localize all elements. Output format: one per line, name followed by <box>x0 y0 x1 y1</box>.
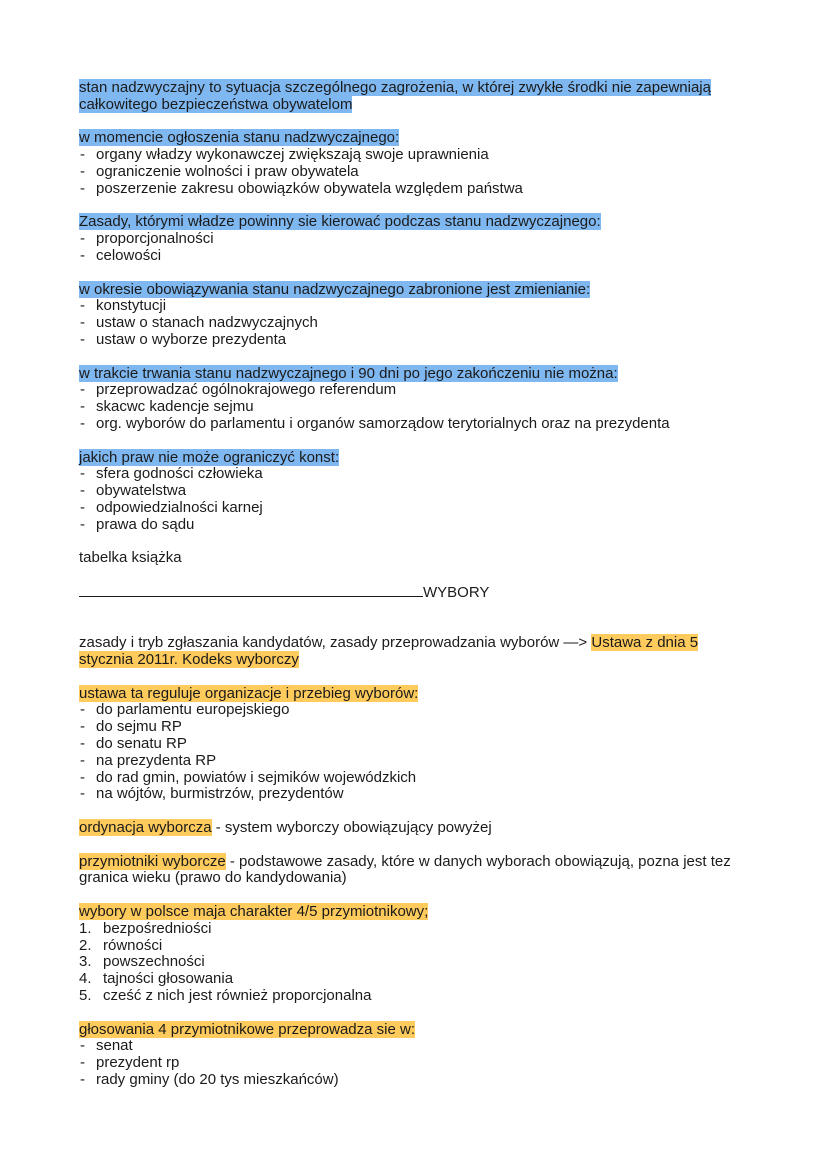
list-item: - do senatu RP <box>79 736 749 753</box>
list-item: - na prezydenta RP <box>79 753 749 770</box>
divider-title: WYBORY <box>423 583 490 601</box>
four-adj-heading: głosowania 4 przymiotnikowe przeprowadza sie w: <box>79 1020 415 1038</box>
section-divider <box>79 584 749 602</box>
note-text: tabelka książka <box>79 549 182 567</box>
list-item: - odpowiedzialności karnej <box>79 500 749 517</box>
list-item: - prezydent rp <box>79 1055 749 1072</box>
four-adj-list <box>79 1038 749 1088</box>
poland-heading: wybory w polsce maja charakter 4/5 przymiotnikowy; <box>79 903 429 921</box>
during-state-heading: w trakcie trwania stanu nadzwyczajnego i 90 dni po jego zakończeniu nie można: <box>79 364 618 382</box>
law-paragraph <box>79 635 749 669</box>
list-item: - ograniczenie wolności i praw obywatela <box>79 164 749 181</box>
list-item: - proporcjonalności <box>79 231 749 248</box>
list-item: - na wójtów, burmistrzów, prezydentów <box>79 786 749 803</box>
adjectives-definition: - podstawowe zasady, które w danych wyborach obowiązują, pozna jest tez granica wieku (prawo do kandydowania) <box>79 852 731 887</box>
list-item: - przeprowadzać ogólnokrajowego referendum <box>79 382 749 399</box>
list-item: - obywatelstwa <box>79 483 749 500</box>
forbidden-changes-list <box>79 298 749 348</box>
list-item: 5. cześć z nich jest również proporcjonalna <box>79 987 372 1005</box>
list-item: 3. powszechności <box>79 953 205 971</box>
poland-list <box>79 921 749 1005</box>
definition-text: stan nadzwyczajny to sytuacja szczególnego zagrożenia, w której zwykłe środki nie zapewniają całkowitego bezpieczeństwa obywatelom <box>79 79 711 113</box>
list-item: - konstytucji <box>79 298 749 315</box>
forbidden-changes-heading: w okresie obowiązywania stanu nadzwyczajnego zabronione jest zmienianie: <box>79 280 591 298</box>
rights-heading: jakich praw nie może ograniczyć konst: <box>79 448 340 466</box>
list-item: - celowości <box>79 248 749 265</box>
adjectives-paragraph <box>79 854 749 888</box>
list-item: - prawa do sądu <box>79 517 749 534</box>
document-content <box>79 80 749 1089</box>
list-item: - senat <box>79 1038 749 1055</box>
list-item: - do rad gmin, powiatów i sejmików wojewódzkich <box>79 770 749 787</box>
list-item: - poszerzenie zakresu obowiązków obywatela względem państwa <box>79 181 749 198</box>
list-item: - ustaw o stanach nadzwyczajnych <box>79 315 749 332</box>
list-item: - skacwc kadencje sejmu <box>79 399 749 416</box>
rights-list <box>79 466 749 533</box>
list-item: 4. tajności głosowania <box>79 970 234 988</box>
adjectives-term: przymiotniki wyborcze <box>79 852 226 870</box>
list-item: - do sejmu RP <box>79 719 749 736</box>
ordinance-paragraph <box>79 820 749 837</box>
definition-paragraph <box>79 80 749 114</box>
law-highlight: Ustawa z dnia 5 stycznia 2011r. Kodeks wyborczy <box>79 634 699 669</box>
regulates-list <box>79 702 749 803</box>
list-item: - do parlamentu europejskiego <box>79 702 749 719</box>
announcement-list <box>79 147 749 197</box>
during-state-list <box>79 382 749 432</box>
list-item: - organy władzy wykonawczej zwiększają swoje uprawnienia <box>79 147 749 164</box>
principles-list <box>79 231 749 265</box>
announcement-heading: w momencie ogłoszenia stanu nadzwyczajnego: <box>79 129 400 147</box>
divider-line <box>79 584 423 597</box>
principles-heading: Zasady, którymi władze powinny sie kierować podczas stanu nadzwyczajnego: <box>79 213 601 231</box>
ordinance-term: ordynacja wyborcza <box>79 819 212 837</box>
list-item: - sfera godności człowieka <box>79 466 749 483</box>
list-item: - rady gminy (do 20 tys mieszkańców) <box>79 1072 749 1089</box>
list-item: 2. równości <box>79 936 163 954</box>
list-item: - ustaw o wyborze prezydenta <box>79 332 749 349</box>
list-item: - org. wyborów do parlamentu i organów samorządow terytorialnych oraz na prezydenta <box>79 416 749 433</box>
law-intro: zasady i tryb zgłaszania kandydatów, zasady przeprowadzania wyborów —> <box>79 634 592 652</box>
regulates-heading: ustawa ta reguluje organizacje i przebieg wyborów: <box>79 684 419 702</box>
list-item: 1. bezpośredniości <box>79 919 212 937</box>
ordinance-definition: - system wyborczy obowiązujący powyżej <box>211 819 492 837</box>
